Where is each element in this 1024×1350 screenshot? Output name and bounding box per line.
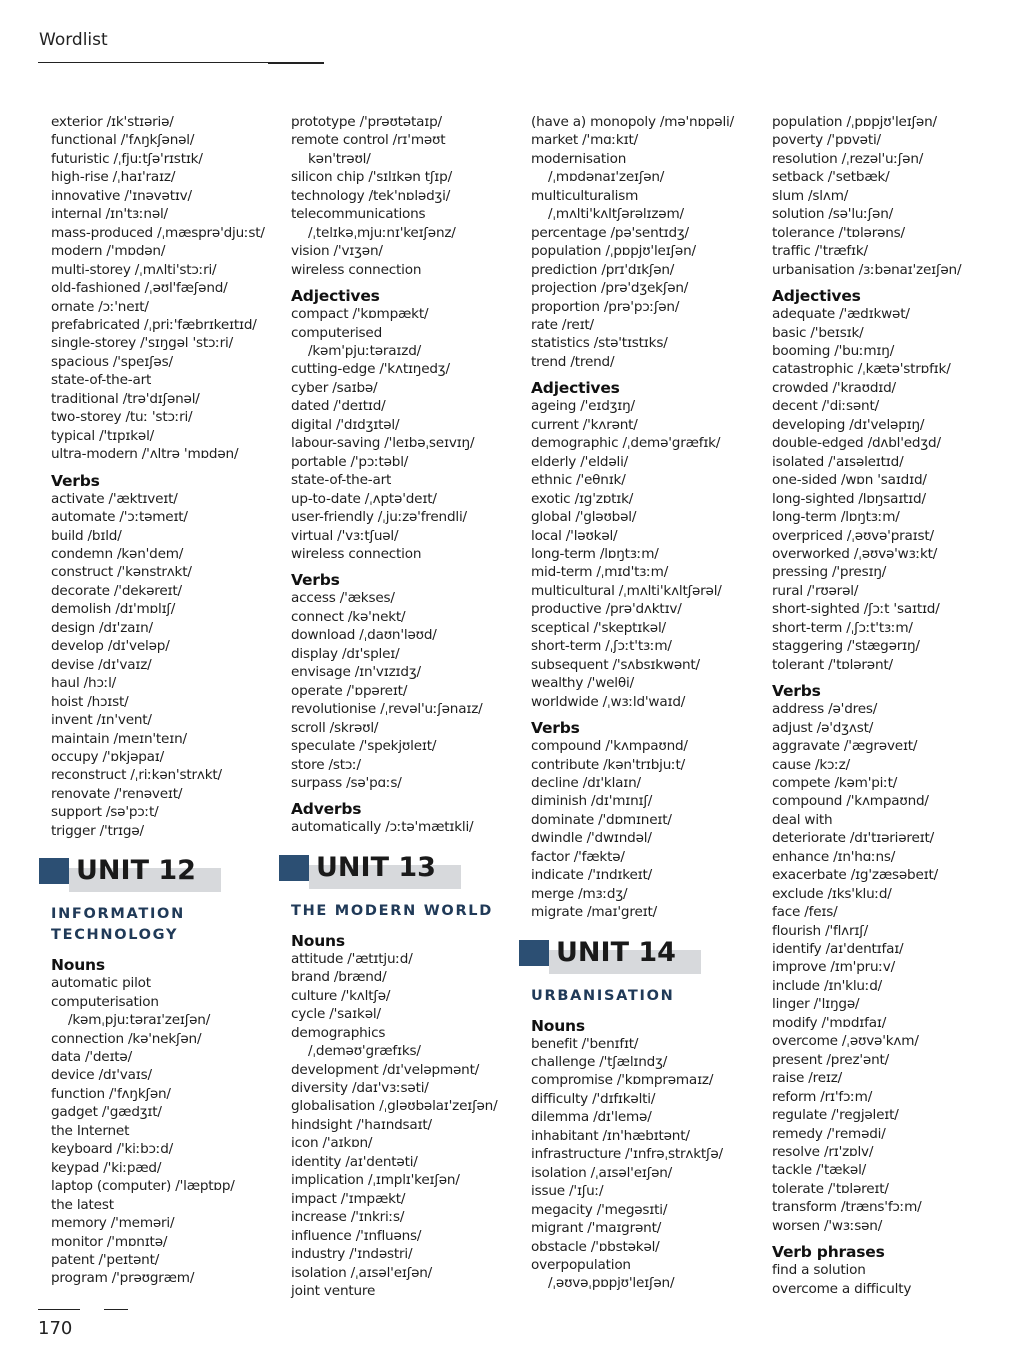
- entry-continuation: /kəmˌpjuːtəraɪ'zeɪʃən/: [68, 1012, 211, 1029]
- word-entry: address /ə'dres/: [772, 701, 878, 718]
- word-entry: condemn /kən'dem/: [51, 545, 184, 562]
- word-entry: infrastructure /'ɪnfrəˌstrʌktʃə/: [531, 1146, 723, 1163]
- word-entry: data /'deɪtə/: [51, 1049, 132, 1066]
- header-rule-accent: [268, 62, 324, 64]
- word-entry: difficulty /'dɪfɪkəlti/: [531, 1090, 656, 1107]
- word-entry: increase /'ɪnkriːs/: [291, 1209, 405, 1226]
- footer-rule: [38, 1309, 80, 1310]
- word-entry: tolerance /'tɒlərəns/: [772, 224, 905, 241]
- word-entry: population /ˌpɒpjʊ'leɪʃən/: [772, 114, 937, 130]
- word-entry: support /sə'pɔːt/: [51, 804, 159, 821]
- word-entry: up-to-date /ˌʌptə'deɪt/: [291, 490, 437, 507]
- word-entry: download /ˌdaʊn'ləʊd/: [291, 627, 437, 644]
- word-entry: decorate /'dekəreɪt/: [51, 582, 182, 599]
- wordlist-column-3: [531, 113, 734, 1293]
- word-entry: deal with: [772, 811, 833, 828]
- word-entry: computerised: [291, 324, 383, 341]
- word-entry: influence /'ɪnfluəns/: [291, 1227, 422, 1244]
- word-entry: multicultural /ˌmʌlti'kʌltʃərəl/: [531, 582, 722, 599]
- word-entry: functional /'fʌŋkʃənəl/: [51, 132, 195, 149]
- section-heading: Nouns: [51, 956, 105, 975]
- word-entry: dilemma /dɪ'lemə/: [531, 1109, 652, 1126]
- word-entry: find a solution: [772, 1262, 866, 1279]
- word-entry: slum /slʌm/: [772, 187, 849, 204]
- page-title: Wordlist: [39, 30, 108, 50]
- word-entry: solution /sə'luːʃən/: [772, 206, 894, 223]
- word-entry: scroll /skrəʊl/: [291, 719, 379, 736]
- word-entry: innovative /'ɪnəvətɪv/: [51, 187, 192, 204]
- word-entry: keyboard /'kiːbɔːd/: [51, 1141, 174, 1158]
- word-entry: compete /kəm'piːt/: [772, 774, 898, 791]
- word-entry: long-term /lɒŋtɜːm/: [772, 509, 900, 526]
- word-entry: old-fashioned /ˌəʊl'fæʃənd/: [51, 280, 228, 297]
- word-entry: proportion /prə'pɔːʃən/: [531, 298, 680, 315]
- section-heading: Verbs: [772, 682, 821, 701]
- word-entry: exacerbate /ɪg'zæsəbeɪt/: [772, 867, 938, 884]
- word-entry: deteriorate /dɪ'tɪəriəreɪt/: [772, 830, 934, 847]
- word-entry: trigger /'trɪgə/: [51, 822, 144, 839]
- section-heading: Verbs: [51, 471, 100, 490]
- word-entry: exclude /ɪks'kluːd/: [772, 885, 892, 902]
- word-entry: surpass /sə'pɑːs/: [291, 774, 402, 791]
- word-entry: futuristic /ˌfjuːtʃə'rɪstɪk/: [51, 150, 203, 167]
- word-entry: impact /'ɪmpækt/: [291, 1190, 406, 1207]
- word-entry: enhance /ɪn'hɑːns/: [772, 848, 896, 865]
- word-entry: prediction /prɪ'dɪkʃən/: [531, 261, 675, 278]
- word-entry: isolated /'aɪsəleɪtɪd/: [772, 453, 904, 470]
- word-entry: the Internet: [51, 1122, 130, 1139]
- word-entry: dated /'deɪtɪd/: [291, 398, 386, 415]
- word-entry: raise /reɪz/: [772, 1070, 843, 1087]
- word-entry: envisage /ɪn'vɪzɪdʒ/: [291, 664, 421, 681]
- word-entry: poverty /'pɒvəti/: [772, 132, 881, 149]
- word-entry: function /'fʌŋkʃən/: [51, 1085, 171, 1102]
- word-entry: spacious /'speɪʃəs/: [51, 353, 173, 370]
- word-entry: decent /'diːsənt/: [772, 398, 879, 415]
- word-entry: user-friendly /ˌjuːzə'frendli/: [291, 509, 467, 526]
- word-entry: silicon chip /'sɪlɪkən tʃɪp/: [291, 169, 452, 186]
- word-entry: memory /'meməri/: [51, 1215, 175, 1232]
- section-heading: Adverbs: [291, 800, 362, 819]
- unit-subtitle: INFORMATION: [51, 906, 185, 923]
- word-entry: demographic /ˌdemə'græfɪk/: [531, 435, 721, 452]
- word-entry: diminish /dɪ'mɪnɪʃ/: [531, 793, 653, 810]
- word-entry: program /'prəʊgræm/: [51, 1270, 195, 1287]
- word-entry: resolution /ˌrezəl'uːʃən/: [772, 150, 924, 167]
- section-heading: Verbs: [291, 571, 340, 590]
- word-entry: demolish /dɪ'mɒlɪʃ/: [51, 601, 176, 618]
- word-entry: urbanisation /ɜːbənaɪ'zeɪʃən/: [772, 261, 962, 278]
- word-entry: indicate /'ɪndɪkeɪt/: [531, 867, 652, 884]
- word-entry: productive /prə'dʌktɪv/: [531, 601, 682, 618]
- word-entry: traffic /'træfɪk/: [772, 243, 868, 260]
- word-entry: cyber /saɪbə/: [291, 379, 378, 396]
- word-entry: state-of-the-art: [291, 472, 392, 489]
- word-entry: megacity /'megəsɪti/: [531, 1201, 668, 1218]
- word-entry: multi-storey /ˌmʌlti'stɔːri/: [51, 261, 217, 278]
- word-entry: crowded /'kraʊdɪd/: [772, 379, 896, 396]
- word-entry: compound /'kʌmpaʊnd/: [772, 793, 929, 810]
- word-entry: global /'gləʊbəl/: [531, 509, 637, 526]
- word-entry: migrate /maɪ'greɪt/: [531, 904, 657, 921]
- word-entry: brand /brænd/: [291, 969, 387, 986]
- word-entry: remedy /'remədi/: [772, 1125, 886, 1142]
- word-entry: flourish /'flʌrɪʃ/: [772, 922, 868, 939]
- word-entry: resolve /rɪ'zɒlv/: [772, 1144, 874, 1161]
- word-entry: compound /'kʌmpaʊnd/: [531, 738, 688, 755]
- word-entry: invent /ɪn'vent/: [51, 712, 152, 729]
- word-entry: design /dɪ'zaɪn/: [51, 619, 153, 636]
- unit-subtitle: URBANISATION: [531, 987, 675, 1004]
- word-entry: market /'mɑːkɪt/: [531, 132, 638, 149]
- word-entry: cycle /'saɪkəl/: [291, 1006, 381, 1023]
- unit-banner: [291, 851, 497, 889]
- word-entry: automatic pilot: [51, 975, 151, 992]
- word-entry: regulate /'regjəleɪt/: [772, 1107, 899, 1124]
- word-entry: long-term /lɒŋtɜːm/: [531, 545, 659, 562]
- wordlist-column-1: [51, 113, 265, 1288]
- word-entry: worldwide /ˌwɜːld'waɪd/: [531, 693, 686, 710]
- word-entry: short-term /ˌʃɔːt'tɜːm/: [531, 638, 672, 655]
- word-entry: compact /'kɒmpækt/: [291, 306, 429, 323]
- unit-title: UNIT 13: [316, 851, 436, 883]
- word-entry: population /ˌpɒpjʊ'leɪʃən/: [531, 243, 696, 260]
- word-entry: migrant /'maɪgrənt/: [531, 1220, 662, 1237]
- word-entry: wealthy /'welθi/: [531, 675, 634, 692]
- word-entry: merge /mɜːdʒ/: [531, 885, 628, 902]
- word-entry: ageing /'eɪdʒɪŋ/: [531, 398, 635, 415]
- word-entry: tolerant /'tɒlərənt/: [772, 656, 893, 673]
- word-entry: hoist /hɔɪst/: [51, 693, 129, 710]
- word-entry: cutting-edge /'kʌtɪŋedʒ/: [291, 361, 450, 378]
- word-entry: face /feɪs/: [772, 904, 838, 921]
- word-entry: icon /'aɪkɒn/: [291, 1135, 373, 1152]
- word-entry: overworked /ˌəʊvə'wɜːkt/: [772, 545, 938, 562]
- word-entry: devise /dɪ'vaɪz/: [51, 656, 152, 673]
- word-entry: automate /'ɔːtəmeɪt/: [51, 509, 188, 526]
- word-entry: elderly /'eldəli/: [531, 453, 629, 470]
- word-entry: statistics /stə'tɪstɪks/: [531, 335, 668, 352]
- word-entry: occupy /'ɒkjəpaɪ/: [51, 748, 165, 765]
- section-heading: Adjectives: [291, 287, 380, 306]
- word-entry: isolation /ˌaɪsəl'eɪʃən/: [531, 1164, 673, 1181]
- word-entry: pressing /'presɪŋ/: [772, 564, 887, 581]
- word-entry: obstacle /'ɒbstəkəl/: [531, 1238, 660, 1255]
- word-entry: adequate /'ædɪkwət/: [772, 306, 910, 323]
- word-entry: joint venture: [291, 1283, 376, 1300]
- word-entry: ornate /ɔː'neɪt/: [51, 298, 149, 315]
- word-entry: adjust /ə'dʒʌst/: [772, 719, 874, 736]
- word-entry: overcome a difficulty: [772, 1280, 912, 1297]
- word-entry: current /'kʌrənt/: [531, 416, 638, 433]
- word-entry: reconstruct /ˌriːkən'strʌkt/: [51, 767, 222, 784]
- word-entry: speculate /'spekjʊleɪt/: [291, 738, 437, 755]
- entry-continuation: /ˌəʊvəˌpɒpjʊ'leɪʃən/: [548, 1275, 675, 1292]
- word-entry: industry /'ɪndəstri/: [291, 1246, 413, 1263]
- unit-banner-square: [279, 855, 309, 881]
- word-entry: automatically /ɔːtə'mætɪkli/: [291, 819, 474, 836]
- word-entry: operate /'ɒpəreɪt/: [291, 682, 408, 699]
- word-entry: globalisation /ˌgləʊbəlaɪ'zeɪʃən/: [291, 1098, 498, 1115]
- word-entry: patent /'peɪtənt/: [51, 1252, 160, 1269]
- word-entry: one-sided /wɒn 'saɪdɪd/: [772, 472, 927, 489]
- word-entry: two-storey /tuː 'stɔːri/: [51, 409, 193, 426]
- word-entry: isolation /ˌaɪsəl'eɪʃən/: [291, 1264, 433, 1281]
- footer-rule-short: [104, 1309, 128, 1310]
- entry-continuation: /ˌtelɪkəˌmjuːnɪ'keɪʃənz/: [308, 224, 456, 241]
- word-entry: tackle /'tækəl/: [772, 1162, 867, 1179]
- word-entry: prefabricated /ˌpriː'fæbrɪkeɪtɪd/: [51, 316, 257, 333]
- word-entry: reform /rɪ'fɔːm/: [772, 1088, 873, 1105]
- word-entry: dwindle /'dwɪndəl/: [531, 830, 652, 847]
- unit-subtitle: TECHNOLOGY: [51, 927, 179, 944]
- word-entry: wireless connection: [291, 545, 422, 562]
- word-entry: tolerate /'tɒləreɪt/: [772, 1180, 889, 1197]
- word-entry: gadget /'gædʒɪt/: [51, 1104, 162, 1121]
- word-entry: mass-produced /ˌmæsprə'djuːst/: [51, 224, 265, 241]
- word-entry: present /prez'ənt/: [772, 1051, 890, 1068]
- word-entry: hindsight /'haɪndsaɪt/: [291, 1116, 432, 1133]
- entry-continuation: kən'trəʊl/: [308, 150, 371, 167]
- word-entry: percentage /pə'sentɪdʒ/: [531, 224, 689, 241]
- word-entry: ultra-modern /'ʌltrə 'mɒdən/: [51, 446, 239, 463]
- word-entry: activate /'æktɪveɪt/: [51, 490, 178, 507]
- word-entry: mid-term /ˌmɪd'tɜːm/: [531, 564, 669, 581]
- section-heading: Verb phrases: [772, 1243, 885, 1262]
- word-entry: culture /'kʌltʃə/: [291, 987, 391, 1004]
- word-entry: revolutionise /ˌrevəl'uːʃənaɪz/: [291, 701, 483, 718]
- unit-banner-square: [39, 858, 69, 884]
- entry-continuation: /ˌmɒdənaɪ'zeɪʃən/: [548, 169, 665, 186]
- word-entry: single-storey /'sɪŋgəl 'stɔːri/: [51, 335, 233, 352]
- word-entry: develop /dɪ'veləp/: [51, 638, 170, 655]
- word-entry: dominate /'dɒmɪneɪt/: [531, 811, 672, 828]
- entry-continuation: /ˌdeməʊ'græfɪks/: [308, 1043, 421, 1060]
- word-entry: identity /aɪ'dentəti/: [291, 1153, 418, 1170]
- unit-title: UNIT 14: [556, 936, 676, 968]
- word-entry: worsen /'wɜːsən/: [772, 1217, 883, 1234]
- word-entry: attitude /'ætɪtjuːd/: [291, 950, 413, 967]
- word-entry: issue /'ɪʃuː/: [531, 1183, 604, 1200]
- word-entry: connection /kə'nekʃən/: [51, 1030, 202, 1047]
- word-entry: laptop (computer) /'læptɒp/: [51, 1178, 235, 1195]
- word-entry: catastrophic /ˌkætə'strɒfɪk/: [772, 361, 951, 378]
- section-heading: Adjectives: [772, 287, 861, 306]
- wordlist-column-2: [291, 113, 497, 1300]
- word-entry: connect /kə'nekt/: [291, 608, 406, 625]
- word-entry: the latest: [51, 1196, 114, 1213]
- word-entry: high-rise /ˌhaɪ'raɪz/: [51, 169, 176, 186]
- word-entry: basic /'beɪsɪk/: [772, 324, 864, 341]
- word-entry: rate /reɪt/: [531, 316, 594, 333]
- word-entry: decline /dɪ'klaɪn/: [531, 774, 641, 791]
- word-entry: benefit /'benɪfɪt/: [531, 1035, 639, 1052]
- word-entry: contribute /kən'trɪbjuːt/: [531, 756, 686, 773]
- word-entry: factor /'fæktə/: [531, 848, 625, 865]
- word-entry: include /ɪn'kluːd/: [772, 977, 883, 994]
- word-entry: internal /ɪn'tɜːnəl/: [51, 206, 168, 223]
- word-entry: cause /kɔːz/: [772, 756, 851, 773]
- word-entry: staggering /'stægərɪŋ/: [772, 638, 920, 655]
- word-entry: exterior /ɪk'stɪəriə/: [51, 114, 174, 130]
- word-entry: challenge /'tʃælɪndʒ/: [531, 1054, 668, 1071]
- word-entry: modify /'mɒdɪfaɪ/: [772, 1014, 887, 1031]
- word-entry: inhabitant /ɪn'hæbɪtənt/: [531, 1127, 690, 1144]
- word-entry: keypad /'kiːpæd/: [51, 1159, 162, 1176]
- entry-continuation: /kəm'pjuːtəraɪzd/: [308, 342, 422, 359]
- word-entry: build /bɪld/: [51, 527, 122, 544]
- word-entry: diversity /daɪ'vɜːsəti/: [291, 1080, 429, 1097]
- word-entry: modern /'mɒdən/: [51, 243, 166, 260]
- word-entry: projection /prə'dʒekʃən/: [531, 280, 689, 297]
- word-entry: short-sighted /ʃɔːt 'saɪtɪd/: [772, 601, 940, 618]
- wordlist-column-4: [772, 113, 961, 1298]
- word-entry: multiculturalism: [531, 187, 639, 204]
- word-entry: local /'ləʊkəl/: [531, 527, 618, 544]
- word-entry: digital /'dɪdʒɪtəl/: [291, 416, 400, 433]
- section-heading: Verbs: [531, 719, 580, 738]
- word-entry: display /dɪ'spleɪ/: [291, 645, 400, 662]
- word-entry: rural /'rʊərəl/: [772, 582, 859, 599]
- word-entry: demographics: [291, 1024, 386, 1041]
- unit-title: UNIT 12: [76, 855, 196, 887]
- word-entry: overcome /ˌəʊvə'kʌm/: [772, 1033, 919, 1050]
- word-entry: trend /trend/: [531, 353, 615, 370]
- word-entry: improve /ɪm'pruːv/: [772, 959, 896, 976]
- word-entry: aggravate /'ægrəveɪt/: [772, 738, 918, 755]
- word-entry: technology /tek'nɒlədʒi/: [291, 187, 451, 204]
- word-entry: short-term /ˌʃɔːt'tɜːm/: [772, 619, 913, 636]
- entry-continuation: /ˌmʌlti'kʌltʃərəlɪzəm/: [548, 206, 684, 223]
- word-entry: modernisation: [531, 150, 627, 167]
- word-entry: setback /'setbæk/: [772, 169, 890, 186]
- word-entry: renovate /'renəveɪt/: [51, 785, 183, 802]
- word-entry: subsequent /'sʌbsɪkwənt/: [531, 656, 700, 673]
- word-entry: development /dɪ'veləpmənt/: [291, 1061, 480, 1078]
- word-entry: booming /'buːmɪŋ/: [772, 342, 895, 359]
- word-entry: vision /'vɪʒən/: [291, 243, 383, 260]
- word-entry: computerisation: [51, 993, 159, 1010]
- word-entry: traditional /trə'dɪʃənəl/: [51, 390, 200, 407]
- word-entry: (have a) monopoly /mə'nɒpəli/: [531, 114, 735, 130]
- word-entry: overpriced /ˌəʊvə'praɪst/: [772, 527, 934, 544]
- word-entry: overpopulation: [531, 1257, 631, 1274]
- word-entry: maintain /meɪn'teɪn/: [51, 730, 187, 747]
- word-entry: exotic /ɪg'zɒtɪk/: [531, 490, 634, 507]
- word-entry: monitor /'mɒnɪtə/: [51, 1233, 168, 1250]
- unit-banner: [531, 936, 734, 974]
- word-entry: access /'ækses/: [291, 590, 395, 607]
- word-entry: device /dɪ'vaɪs/: [51, 1067, 152, 1084]
- word-entry: portable /'pɔːtəbl/: [291, 453, 409, 470]
- word-entry: sceptical /'skeptɪkəl/: [531, 619, 666, 636]
- word-entry: prototype /'prəʊtətaɪp/: [291, 114, 442, 130]
- word-entry: ethnic /'eθnɪk/: [531, 472, 626, 489]
- word-entry: double-edged /dʌbl'edʒd/: [772, 435, 941, 452]
- unit-subtitle: THE MODERN WORLD: [291, 902, 493, 919]
- word-entry: transform /træns'fɔːm/: [772, 1199, 922, 1216]
- word-entry: haul /hɔːl/: [51, 675, 117, 692]
- word-entry: developing /dɪ'veləpɪŋ/: [772, 416, 925, 433]
- section-heading: Nouns: [291, 931, 345, 950]
- section-heading: Adjectives: [531, 379, 620, 398]
- unit-banner: [51, 855, 265, 892]
- word-entry: identify /aɪ'dentɪfaɪ/: [772, 941, 904, 958]
- word-entry: long-sighted /lɒŋsaɪtɪd/: [772, 490, 926, 507]
- word-entry: labour-saving /'leɪbəˌseɪvɪŋ/: [291, 435, 475, 452]
- page-number: 170: [38, 1318, 73, 1339]
- word-entry: compromise /'kɒmprəmaɪz/: [531, 1072, 714, 1089]
- word-entry: typical /'tɪpɪkəl/: [51, 427, 155, 444]
- word-entry: construct /'kənstrʌkt/: [51, 564, 192, 581]
- word-entry: remote control /rɪ'məʊt: [291, 132, 446, 149]
- word-entry: linger /'lɪŋgə/: [772, 996, 860, 1013]
- word-entry: telecommunications: [291, 206, 426, 223]
- section-heading: Nouns: [531, 1016, 585, 1035]
- word-entry: store /stɔː/: [291, 756, 361, 773]
- word-entry: virtual /'vɜːtʃuəl/: [291, 527, 399, 544]
- unit-banner-square: [519, 940, 549, 966]
- word-entry: implication /ˌɪmplɪ'keɪʃən/: [291, 1172, 460, 1189]
- word-entry: wireless connection: [291, 261, 422, 278]
- word-entry: state-of-the-art: [51, 372, 152, 389]
